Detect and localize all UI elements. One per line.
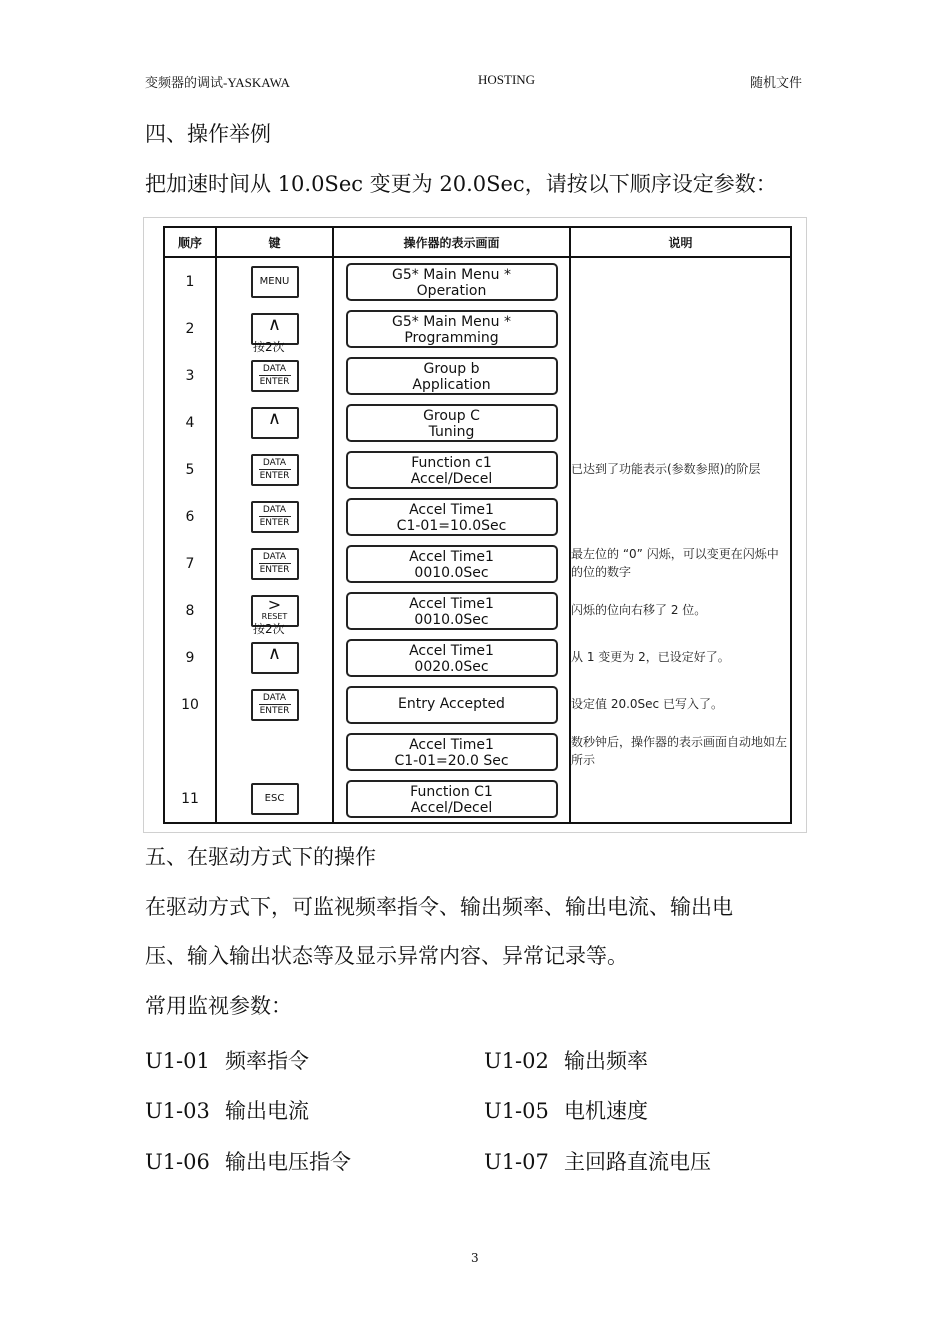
lcd-display [346,404,558,442]
key-label-bottom: RESET [261,611,288,621]
intro-text: 把加速时间从 10.0Sec 变更为 20.0Sec，请按以下顺序设定参数： [145,172,777,196]
key-label-top: DATA [259,694,291,705]
lcd-line-2: Accel/Decel [410,799,493,816]
lcd-line-2: 0010.0Sec [414,611,489,628]
step-number: 5 [164,446,216,493]
section-5-title: 五、在驱动方式下的操作 [145,845,376,869]
lcd-line-2: Operation [416,282,487,299]
up-arrow-key-icon [251,407,299,439]
table-row [164,540,791,587]
lcd-line-1: Group b [423,360,480,377]
col-header-order: 顺序 [164,227,216,257]
lcd-display [346,498,558,536]
step-number: 10 [164,681,216,728]
monitor-item [145,1146,351,1176]
lcd-line-1: G5* Main Menu * [392,313,511,330]
lcd-display [346,263,558,301]
lcd-line-2: 0010.0Sec [414,564,489,581]
operation-table-figure [143,217,807,833]
esc-key-icon: ESC [251,783,299,815]
section-4-title: 四、操作举例 [145,122,271,146]
monitor-name: 电机速度 [564,1099,648,1123]
lcd-line-1: Function C1 [410,783,493,800]
table-row [164,728,791,775]
data-enter-key-icon [251,548,299,580]
step-number: 7 [164,540,216,587]
lcd-line-1: Group C [423,407,480,424]
monitor-item [145,1095,309,1125]
lcd-display [346,310,558,348]
section-5-body-line-1: 在驱动方式下，可监视频率指令、输出频率、输出电流、输出电 [145,895,733,919]
press-twice-note: 按2次 [253,622,285,636]
lcd-line-1: Accel Time1 [409,736,494,753]
monitor-item [145,1045,309,1075]
monitor-code: U1-01 [145,1049,210,1073]
key-label-top: DATA [259,459,291,470]
step-number: 1 [164,257,216,305]
key-label-top: DATA [259,506,291,517]
data-enter-key-icon [251,689,299,721]
key-label-bottom: ENTER [259,564,290,575]
monitor-item [484,1095,648,1125]
step-number: 4 [164,399,216,446]
lcd-line-2: Application [412,376,491,393]
col-header-desc: 说明 [570,227,791,257]
data-enter-key-icon [251,454,299,486]
lcd-display [346,545,558,583]
monitor-code: U1-02 [484,1049,549,1073]
step-description: 数秒钟后，操作器的表示画面自动地如左所示 [570,728,791,775]
lcd-line-2: C1-01=10.0Sec [396,517,507,534]
key-label-bottom: ENTER [259,376,290,387]
up-arrow-icon: ∧ [267,407,282,429]
step-description [570,257,791,446]
step-description [570,493,791,540]
lcd-line-2: 0020.0Sec [414,658,489,675]
up-arrow-key-icon [251,642,299,674]
col-header-display: 操作器的表示画面 [333,227,570,257]
step-description: 设定值 20.0Sec 已写入了。 [570,681,791,728]
data-enter-key-icon [251,360,299,392]
monitor-item [484,1045,648,1075]
table-row [164,681,791,728]
step-description [570,775,791,823]
data-enter-key-icon [251,501,299,533]
header-center: HOSTING [478,72,536,87]
monitor-name: 输出电压指令 [225,1150,351,1174]
step-description: 已达到了功能表示(参数参照)的阶层 [570,446,791,493]
lcd-display [346,451,558,489]
lcd-line-2: C1-01=20.0 Sec [394,752,509,769]
step-number: 2 [164,305,216,352]
monitor-code: U1-05 [484,1099,549,1123]
step-description: 最左位的 “0” 闪烁，可以变更在闪烁中的位的数字 [570,540,791,587]
step-description: 闪烁的位向右移了 2 位。 [570,587,791,634]
lcd-line-2: Programming [404,329,499,346]
operation-table [163,226,792,824]
empty-key-cell [216,728,333,775]
menu-key-icon: MENU [251,266,299,298]
step-number [164,728,216,775]
lcd-display: Entry Accepted [346,686,558,724]
step-number: 11 [164,775,216,823]
step-number: 8 [164,587,216,634]
lcd-display [346,592,558,630]
lcd-line-1: Accel Time1 [409,642,494,659]
monitor-code: U1-07 [484,1150,549,1174]
lcd-line-1: Accel Time1 [409,548,494,565]
section-5-body-line-2: 压、输入输出状态等及显示异常内容、异常记录等。 [145,944,628,968]
key-label-bottom: ENTER [259,705,290,716]
step-number: 9 [164,634,216,681]
lcd-line-1: G5* Main Menu * [392,266,511,283]
monitor-code: U1-06 [145,1150,210,1174]
key-label-bottom: ENTER [259,470,290,481]
monitor-name: 输出电流 [225,1099,309,1123]
up-arrow-icon: ∧ [267,642,282,664]
lcd-display [346,780,558,818]
lcd-display [346,639,558,677]
table-row [164,587,791,634]
key-label-top: DATA [259,365,291,376]
key-label-bottom: ENTER [259,517,290,528]
lcd-display [346,733,558,771]
table-row [164,446,791,493]
table-row [164,634,791,681]
table-row [164,257,791,305]
monitor-title: 常用监视参数： [145,994,292,1018]
lcd-line-1: Accel Time1 [409,595,494,612]
key-label-top: DATA [259,553,291,564]
table-row [164,493,791,540]
press-twice-note: 按2次 [253,340,285,354]
right-arrow-icon: > [267,594,282,614]
monitor-item [484,1146,711,1176]
step-number: 6 [164,493,216,540]
lcd-line-1: Accel Time1 [409,501,494,518]
page-number: 3 [471,1251,479,1265]
lcd-line-2: Accel/Decel [410,470,493,487]
lcd-line-2: Tuning [428,423,475,440]
monitor-name: 频率指令 [225,1049,309,1073]
lcd-line-1: Function c1 [411,454,492,471]
lcd-display [346,357,558,395]
step-description: 从 1 变更为 2，已设定好了。 [570,634,791,681]
header-right: 随机文件 [750,75,803,90]
monitor-code: U1-03 [145,1099,210,1123]
step-number: 3 [164,352,216,399]
monitor-name: 输出频率 [564,1049,648,1073]
up-arrow-icon: ∧ [267,313,282,335]
table-row [164,775,791,823]
header-left: 变频器的调试-YASKAWA [145,75,290,90]
monitor-name: 主回路直流电压 [564,1150,711,1174]
col-header-key: 键 [216,227,333,257]
